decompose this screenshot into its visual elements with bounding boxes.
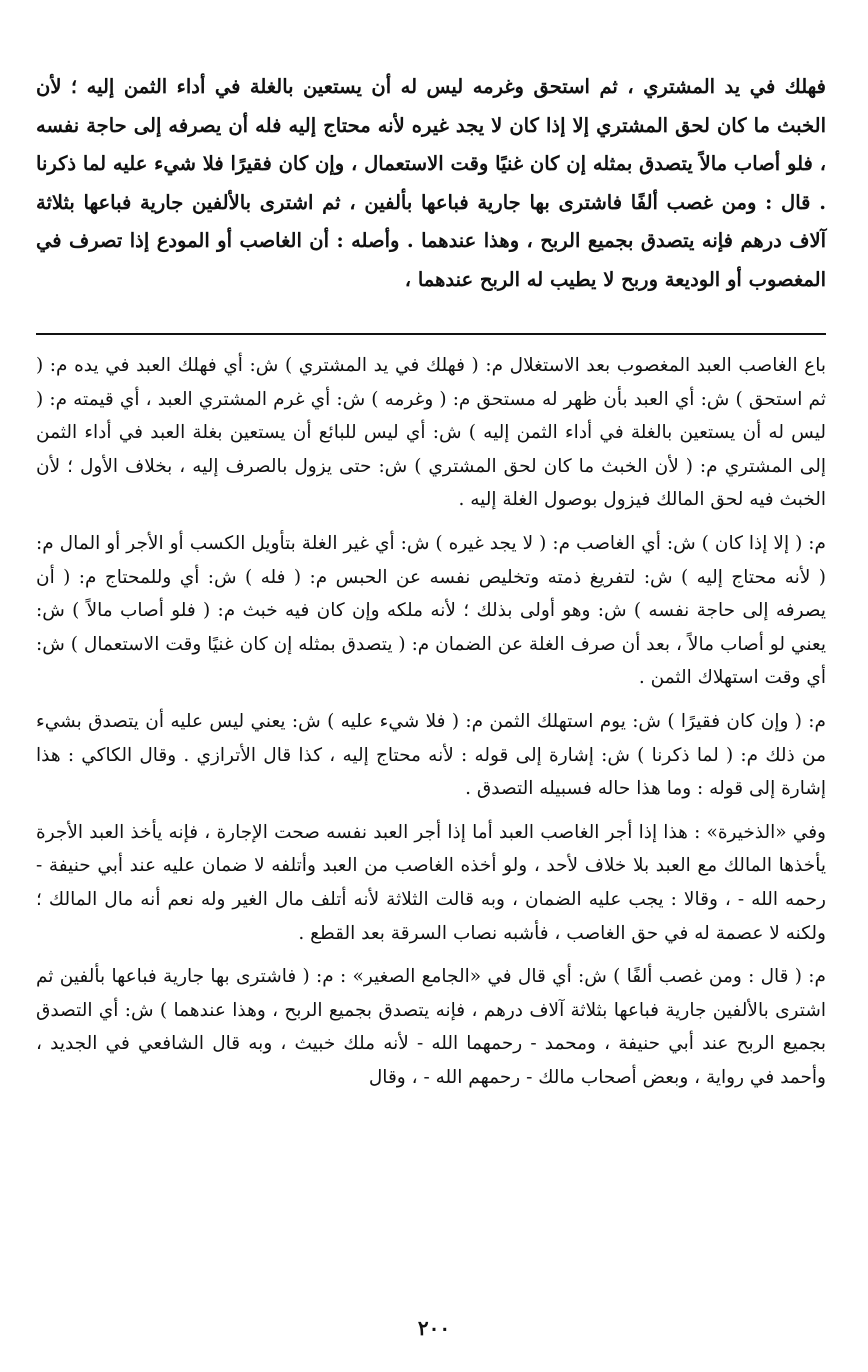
page-number: ٢٠٠ [417,1316,451,1340]
matn-paragraph: فهلك في يد المشتري ، ثم استحق وغرمه ليس له أن يستعين بالغلة في أداء الثمن إليه ؛ لأن الخبث ما كان لحق المشتري إلا إذا كان لا يجد غيره لأنه محتاج إليه فله أن يصرفه إلى حاجة نفسه ، فلو أصاب مالاً يتصدق بمثله إن كان غنيًا وقت الاستعمال ، وإن كان فقيرًا فلا شيء عليه لما ذكرنا . قال : ومن غصب ألفًا فاشترى بها جارية فباعها بألفين ، ثم اشترى بالألفين جارية فباعها بثلاثة آلاف درهم فإنه يتصدق بجميع الربح ، وهذا عندهما . وأصله : أن الغاصب أو المودع إذا تصرف في المغصوب أو الوديعة وربح لا يطيب له الربح عندهما ، [36,75,826,291]
sharh-paragraph-4: وفي «الذخيرة» : هذا إذا أجر الغاصب العبد أما إذا أجر العبد نفسه صحت الإجارة ، فإنه يأخذ العبد الأجرة يأخذها المالك مع العبد بلا خلاف لأحد ، ولو أخذه الغاصب من العبد وأتلفه لا ضمان عليه عند أبي حنيفة - رحمه الله - ، وقالا : يجب عليه الضمان ، وبه قالت الثلاثة لأنه أتلف مال الغير وله نعم أنه مال المالك ؛ ولكنه لا عصمة له في حق الغاصب ، فأشبه نصاب السرقة بعد القطع . [36,821,826,944]
sharh-paragraph-3: م: ( وإن كان فقيرًا ) ش: يوم استهلك الثمن م: ( فلا شيء عليه ) ش: يعني ليس عليه أن يتصدق بشيء من ذلك م: ( لما ذكرنا ) ش: إشارة إلى قوله : لأنه محتاج إليه ، كذا قال الأترازي . وقال الكاكي : هذا إشارة إلى قوله : وما هذا حاله فسبيله التصدق . [36,710,826,800]
sharh-commentary-block [36,349,826,1094]
matn-text-block [36,68,826,299]
footnote-separator-line [36,333,826,335]
sharh-paragraph-1: باع الغاصب العبد المغصوب بعد الاستغلال م: ( فهلك في يد المشتري ) ش: أي فهلك العبد في يده م: ( ثم استحق ) ش: أي العبد بأن ظهر له مستحق م: ( وغرمه ) ش: أي غرم المشتري العبد ، أي قيمته م: ( ليس له أن يستعين بالغلة في أداء الثمن إليه ) ش: أي ليس للبائع أن يستعين بغلة العبد في أداء الثمن إلى المشتري م: ( لأن الخبث ما كان لحق المشتري ) ش: حتى يزول بالصرف إليه ، بخلاف الأول ؛ لأن الخبث فيه لحق المالك فيزول بوصول الغلة إليه . [36,355,826,511]
sharh-paragraph-2: م: ( إلا إذا كان ) ش: أي الغاصب م: ( لا يجد غيره ) ش: أي غير الغلة بتأويل الكسب أو الأجر أو المال م: ( لأنه محتاج إليه ) ش: لتفريغ ذمته وتخليص نفسه عن الحبس م: ( فله ) ش: أي وللمحتاج م: ( أن يصرفه إلى حاجة نفسه ) ش: وهو أولى بذلك ؛ لأنه ملكه وإن كان فيه خبث م: ( فلو أصاب مالاً ) ش: يعني لو أصاب مالاً ، بعد أن صرف الغلة عن الضمان م: ( يتصدق بمثله إن كان غنيًا وقت الاستعمال ) ش: أي وقت استهلاك الثمن . [36,532,826,689]
sharh-paragraph-5: م: ( قال : ومن غصب ألفًا ) ش: أي قال في «الجامع الصغير» : م: ( فاشترى بها جارية فباعها بألفين ثم اشترى بالألفين جارية فباعها بثلاثة آلاف درهم ، فإنه يتصدق بجميع الربح ، وهذا عندهما ) ش: أي التصدق بجميع الربح عند أبي حنيفة ، ومحمد - رحمهما الله - لأنه ملك خبيث ، وبه قال الشافعي في الجديد ، وأحمد في رواية ، وبعض أصحاب مالك - رحمهم الله - ، وقال [36,966,826,1088]
